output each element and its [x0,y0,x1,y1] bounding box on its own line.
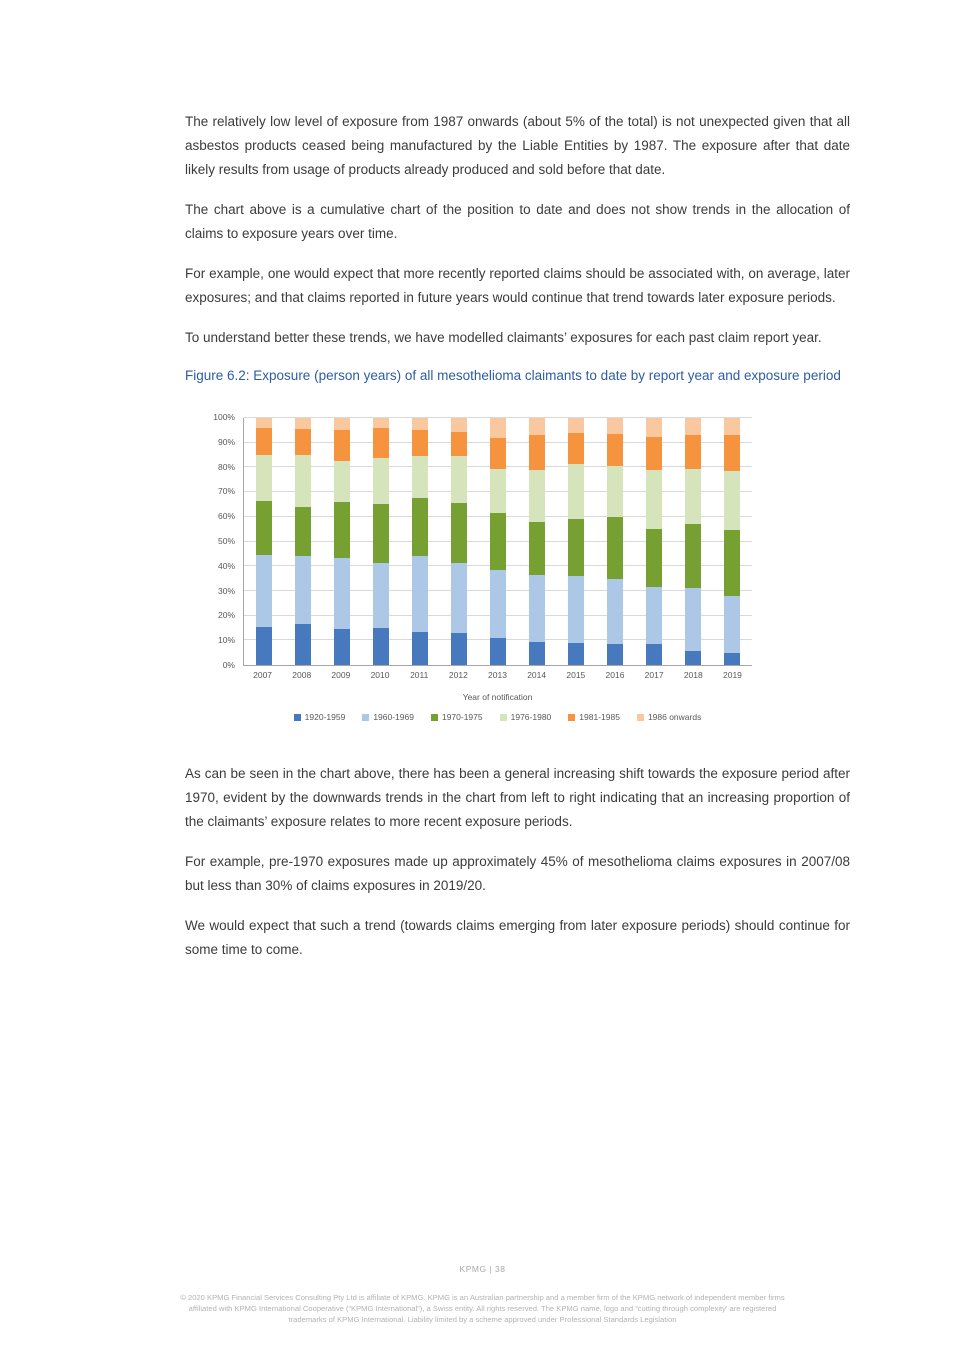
paragraph-pre-1970: For example, pre-1970 exposures made up approximately 45% of mesothelioma claims exposures in 2007/08 but less than 30% of claims exposures in 2019/20. [185,854,850,893]
bar-segment-1970-1975 [724,530,740,595]
chart-plot-grid [203,412,752,670]
y-tick-label: 0% [222,660,235,670]
bar-slot-2014 [518,418,557,665]
bar-segment-1986-onwards [373,418,389,428]
footer-legal-line: © 2020 KPMG Financial Services Consulting Pty Ltd is affiliate of KPMG. KPMG is an Australian partnership and a member firm of the KPMG network of independent member firms [180,1293,785,1302]
bars-container [244,418,752,665]
legend-swatch [500,714,507,721]
bar-segment-1981-1985 [529,435,545,470]
bar-slot-2009 [322,418,361,665]
legend-item-1986-onwards [637,712,701,722]
chart-legend [243,712,752,722]
bar-segment-1976-1980 [490,469,506,513]
x-tick-label: 2017 [644,670,664,680]
bar-segment-1920-1959 [568,643,584,665]
paragraph-modelled-exposures: To understand better these trends, we have modelled claimants’ exposures for each past claim report year. [185,330,822,345]
legend-swatch [568,714,575,721]
y-tick-label: 10% [217,635,235,646]
bar-segment-1981-1985 [256,428,272,455]
bar-segment-1920-1959 [529,642,545,665]
bar-segment-1970-1975 [373,504,389,562]
x-axis-labels [243,670,752,680]
bar-segment-1920-1959 [490,638,506,665]
x-tick-label: 2008 [292,670,312,680]
bar-segment-1920-1959 [412,632,428,665]
figure-caption: Figure 6.2: Exposure (person years) of all mesothelioma claimants to date by report year and exposure period [185,368,841,383]
bar-segment-1920-1959 [295,624,311,665]
bar-segment-1976-1980 [529,470,545,522]
bar-segment-1960-1969 [451,563,467,633]
bar-segment-1970-1975 [646,529,662,587]
legend-label: 1960-1969 [373,712,414,722]
bar-2018 [685,418,701,665]
bar-segment-1986-onwards [295,418,311,429]
y-tick-label: 80% [217,461,235,472]
bar-segment-1986-onwards [685,418,701,435]
bar-2019 [724,418,740,665]
bar-segment-1976-1980 [646,470,662,529]
bar-slot-2008 [283,418,322,665]
bar-segment-1981-1985 [607,434,623,466]
x-tick-label: 2019 [722,670,742,680]
y-tick-label: 70% [217,486,235,497]
bar-segment-1976-1980 [451,456,467,503]
bar-2014 [529,418,545,665]
bar-segment-1986-onwards [568,418,584,433]
bar-segment-1970-1975 [529,522,545,575]
bar-segment-1970-1975 [685,524,701,588]
legend-item-1981-1985 [568,712,620,722]
legend-label: 1920-1959 [304,712,346,722]
bar-segment-1960-1969 [568,576,584,643]
bar-2016 [607,418,623,665]
footer-legal-line: affiliated with KPMG International Cooperative (“KPMG International”), a Swiss entity. All rights reserved. The KPMG name, logo and “cutting through complexity' are registered [188,1304,777,1313]
y-tick-label: 30% [217,585,235,596]
plot-area [243,418,752,666]
x-tick-label: 2014 [527,670,547,680]
bar-segment-1920-1959 [256,627,272,665]
bar-segment-1976-1980 [412,456,428,498]
bar-segment-1976-1980 [607,466,623,517]
x-tick-label: 2007 [253,670,273,680]
x-tick-label: 2009 [331,670,351,680]
bar-segment-1986-onwards [646,418,662,437]
y-tick-label: 40% [217,560,235,571]
x-tick-label: 2013 [488,670,507,680]
bar-slot-2018 [674,418,713,665]
bar-segment-1981-1985 [334,430,350,461]
bar-segment-1981-1985 [685,435,701,468]
bar-segment-1976-1980 [685,469,701,525]
bar-segment-1960-1969 [529,575,545,642]
bar-slot-2015 [557,418,596,665]
page-content [185,0,850,978]
x-axis-title: Year of notification [462,692,533,702]
bar-segment-1970-1975 [490,513,506,570]
bar-segment-1970-1975 [295,507,311,556]
bar-segment-1976-1980 [295,455,311,507]
bar-2008 [295,418,311,665]
bar-segment-1960-1969 [607,579,623,644]
legend-label: 1986 onwards [647,712,702,722]
y-tick-label: 60% [217,511,235,522]
bar-segment-1970-1975 [568,519,584,576]
x-tick-label: 2016 [605,670,625,680]
bar-segment-1960-1969 [646,587,662,644]
bar-segment-1970-1975 [412,498,428,556]
y-axis [203,412,243,670]
bar-segment-1970-1975 [607,517,623,579]
bar-2013 [490,418,506,665]
bar-segment-1981-1985 [295,429,311,455]
paragraph-cumulative-chart: The chart above is a cumulative chart of the position to date and does not show trends in the allocation of claims to exposure years over time. [185,202,850,241]
bar-segment-1986-onwards [607,418,623,434]
bar-segment-1970-1975 [451,503,467,562]
bar-segment-1960-1969 [724,596,740,653]
x-tick-label: 2011 [410,670,429,680]
legend-item-1920-1959 [294,712,346,722]
bar-slot-2010 [361,418,400,665]
bar-2010 [373,418,389,665]
bar-slot-2007 [244,418,283,665]
bar-segment-1986-onwards [412,418,428,430]
x-tick-label: 2018 [683,670,703,680]
legend-swatch [637,714,644,721]
bar-2011 [412,418,428,665]
bar-segment-1981-1985 [490,438,506,469]
bar-segment-1981-1985 [646,437,662,470]
legend-swatch [431,714,438,721]
bar-segment-1981-1985 [373,428,389,458]
legend-item-1970-1975 [431,712,483,722]
bar-segment-1976-1980 [373,458,389,505]
page-number: KPMG | 38 [459,1264,506,1274]
y-tick-label: 50% [217,536,235,546]
bar-segment-1960-1969 [373,563,389,628]
bar-segment-1986-onwards [724,418,740,435]
footer-legal-line: trademarks of KPMG International. Liability limited by a scheme approved under Professional Standards Legislation [288,1315,677,1324]
bar-slot-2013 [478,418,517,665]
bar-segment-1960-1969 [334,558,350,630]
y-tick-label: 20% [217,610,235,621]
bar-2012 [451,418,467,665]
bar-segment-1970-1975 [256,501,272,555]
bar-segment-1986-onwards [451,418,467,432]
page-footer [0,1264,965,1325]
bar-segment-1920-1959 [646,644,662,665]
bar-segment-1976-1980 [334,461,350,502]
bar-segment-1920-1959 [607,644,623,665]
legend-label: 1976-1980 [510,712,552,722]
bar-segment-1986-onwards [490,418,506,438]
legend-item-1960-1969 [362,712,414,722]
legend-swatch [362,714,369,721]
bar-slot-2012 [439,418,478,665]
stacked-bar-chart [203,412,752,722]
bar-2015 [568,418,584,665]
bar-segment-1976-1980 [568,464,584,520]
bar-segment-1960-1969 [685,588,701,651]
bar-segment-1920-1959 [373,628,389,665]
bar-segment-1981-1985 [724,435,740,471]
bar-segment-1986-onwards [256,418,272,428]
bar-segment-1986-onwards [334,418,350,430]
legend-swatch [294,714,301,721]
bar-segment-1976-1980 [256,455,272,501]
y-tick-label: 90% [217,436,235,447]
bar-2007 [256,418,272,665]
bar-segment-1920-1959 [724,653,740,665]
x-tick-label: 2010 [370,670,390,680]
footer-legal-text [103,1292,863,1325]
paragraph-recent-claims: For example, one would expect that more recently reported claims should be associated with, on average, later exposures; and that claims reported in future years would continue that trend towards later exposure periods. [185,266,850,305]
bar-slot-2011 [400,418,439,665]
legend-item-1976-1980 [500,712,552,722]
paragraph-trend-continue: We would expect that such a trend (towards claims emerging from later exposure periods) should continue for some time to come. [185,918,850,957]
bar-segment-1986-onwards [529,418,545,435]
bar-segment-1960-1969 [412,556,428,631]
bar-segment-1960-1969 [256,555,272,627]
legend-label: 1981-1985 [579,712,620,722]
bar-slot-2016 [596,418,635,665]
bar-segment-1981-1985 [451,432,467,457]
y-tick-label: 100% [213,412,235,422]
bar-segment-1981-1985 [568,433,584,464]
x-tick-label: 2012 [448,670,468,680]
bar-segment-1960-1969 [490,570,506,638]
bar-segment-1960-1969 [295,556,311,624]
bar-slot-2019 [713,418,752,665]
paragraph-increasing-shift: As can be seen in the chart above, there has been a general increasing shift towards the exposure period after 1970, evident by the downwards trends in the chart from left to right indicating that an increasing proportion of the claimants’ exposure relates to more recent exposure periods. [185,766,850,829]
bar-segment-1976-1980 [724,471,740,530]
bar-segment-1920-1959 [334,629,350,665]
legend-label: 1970-1975 [441,712,483,722]
bar-segment-1981-1985 [412,430,428,456]
bar-2017 [646,418,662,665]
paragraph-exposure-1987: The relatively low level of exposure from 1987 onwards (about 5% of the total) is not unexpected given that all asbestos products ceased being manufactured by the Liable Entities by 1987. The exposure after that date likely results from usage of products already produced and sold before that date. [185,114,850,177]
bar-segment-1970-1975 [334,502,350,558]
bar-segment-1920-1959 [685,651,701,665]
bar-slot-2017 [635,418,674,665]
x-tick-label: 2015 [566,670,586,680]
bar-2009 [334,418,350,665]
bar-segment-1920-1959 [451,633,467,665]
